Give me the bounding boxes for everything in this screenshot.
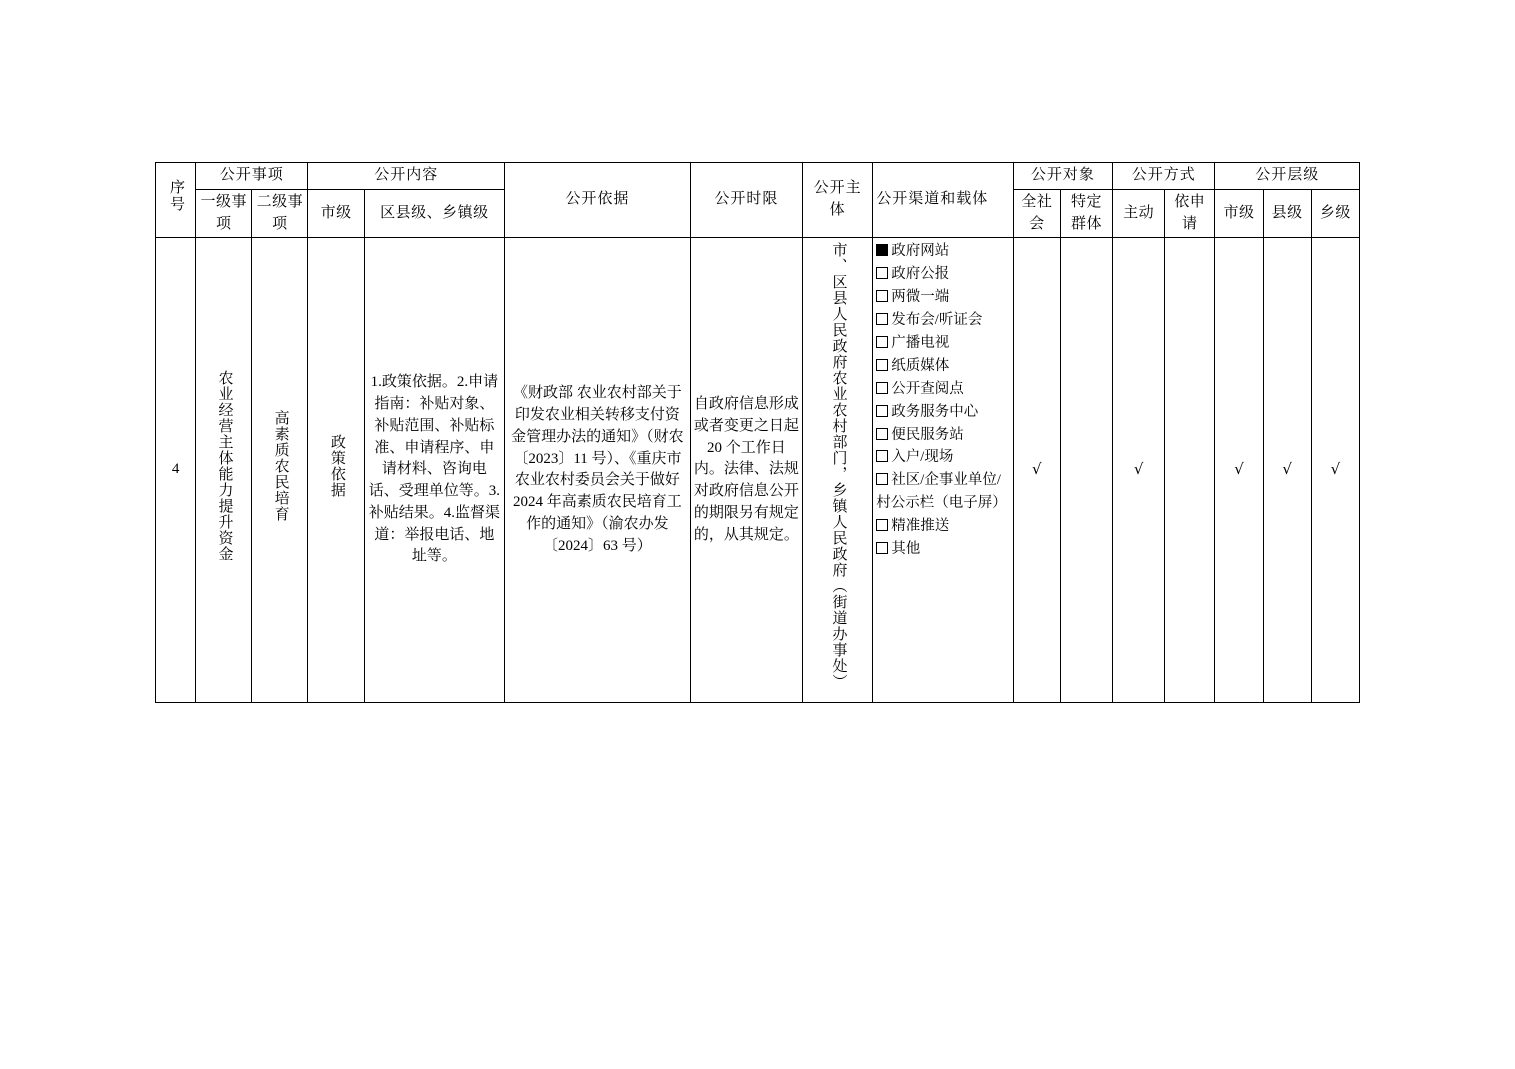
channel-option[interactable]	[876, 240, 1009, 263]
cell-subject	[803, 238, 873, 703]
channel-option-label: 便民服务站	[891, 426, 964, 443]
cell-item-level1-text: 农业经营主体能力提升资金	[216, 370, 233, 563]
header-basis: 公开依据	[505, 163, 691, 238]
channel-option[interactable]	[876, 378, 1009, 401]
channel-option-label: 政务服务中心	[891, 403, 979, 420]
channel-option-label: 社区/企事业单位/村公示栏（电子屏）	[876, 472, 1007, 512]
cell-channels	[873, 238, 1013, 703]
channel-option-label: 广播电视	[891, 334, 950, 351]
checkbox-icon[interactable]	[876, 428, 888, 440]
header-public-item: 公开事项	[196, 163, 308, 190]
channel-option[interactable]	[876, 446, 1009, 469]
checkbox-checked-icon[interactable]	[876, 244, 888, 256]
channel-option[interactable]	[876, 515, 1009, 538]
header-channel: 公开渠道和载体	[873, 163, 1013, 238]
channel-option[interactable]	[876, 538, 1009, 561]
header-deadline: 公开时限	[690, 163, 802, 238]
table-row	[156, 238, 1360, 703]
header-item-level2: 二级事项	[252, 189, 308, 238]
header-seq: 序号	[156, 163, 196, 238]
cell-audience-all: √	[1013, 238, 1060, 703]
channel-option-label: 入户/现场	[891, 449, 954, 466]
checkbox-icon[interactable]	[876, 519, 888, 531]
header-audience-specific: 特定群体	[1060, 189, 1112, 238]
checkbox-icon[interactable]	[876, 542, 888, 554]
cell-method-request	[1165, 238, 1215, 703]
header-method-request: 依申请	[1165, 189, 1215, 238]
checkbox-icon[interactable]	[876, 290, 888, 302]
table-header-row-1	[156, 163, 1360, 190]
header-subject: 公开主体	[803, 163, 873, 238]
cell-content-city	[308, 238, 364, 703]
cell-seq: 4	[156, 238, 196, 703]
channel-option[interactable]	[876, 401, 1009, 424]
channel-option[interactable]	[876, 355, 1009, 378]
channel-option[interactable]	[876, 263, 1009, 286]
header-level-county: 县级	[1263, 189, 1311, 238]
cell-item-level2	[252, 238, 308, 703]
channel-option[interactable]	[876, 424, 1009, 447]
cell-subject-text: 市、区县人民政府农业农村部门，乡镇人民政府（街道办事处）	[830, 242, 847, 691]
cell-content-county: 1.政策依据。2.申请指南：补贴对象、补贴范围、补贴标准、申请程序、申请材料、咨询电话、受理单位等。3.补贴结果。4.监督渠道：举报电话、地址等。	[364, 238, 504, 703]
cell-basis: 《财政部 农业农村部关于印发农业相关转移支付资金管理办法的通知》（财农〔2023〕11 号）、《重庆市农业农村委员会关于做好 2024 年高素质农民培育工作的通知》（渝农办发〔2024〕63 号）	[505, 238, 691, 703]
header-public-content: 公开内容	[308, 163, 505, 190]
channel-option-label: 精准推送	[891, 518, 950, 535]
header-method: 公开方式	[1113, 163, 1215, 190]
channel-option[interactable]	[876, 332, 1009, 355]
header-audience: 公开对象	[1013, 163, 1112, 190]
checkbox-icon[interactable]	[876, 405, 888, 417]
channel-option[interactable]	[876, 469, 1009, 515]
channel-option-label: 政府公报	[891, 266, 950, 283]
channel-option[interactable]	[876, 286, 1009, 309]
channel-option-label: 两微一端	[891, 289, 950, 306]
cell-item-level1	[196, 238, 252, 703]
cell-level-town: √	[1311, 238, 1359, 703]
header-level-town: 乡级	[1311, 189, 1359, 238]
header-content-county: 区县级、乡镇级	[364, 189, 504, 238]
checkbox-icon[interactable]	[876, 336, 888, 348]
header-level: 公开层级	[1215, 163, 1360, 190]
cell-deadline: 自政府信息形成或者变更之日起 20 个工作日内。法律、法规对政府信息公开的期限另有规定的，从其规定。	[690, 238, 802, 703]
header-level-city: 市级	[1215, 189, 1263, 238]
channel-option-label: 发布会/听证会	[891, 311, 983, 328]
channel-option[interactable]	[876, 309, 1009, 332]
checkbox-icon[interactable]	[876, 473, 888, 485]
public-disclosure-table	[155, 162, 1360, 703]
header-item-level1: 一级事项	[196, 189, 252, 238]
cell-method-active: √	[1113, 238, 1165, 703]
channel-option-label: 纸质媒体	[891, 357, 950, 374]
header-audience-all: 全社会	[1013, 189, 1060, 238]
cell-item-level2-text: 高素质农民培育	[272, 410, 289, 523]
channel-checkbox-list	[876, 240, 1009, 561]
header-content-city: 市级	[308, 189, 364, 238]
cell-audience-specific	[1060, 238, 1112, 703]
checkbox-icon[interactable]	[876, 450, 888, 462]
channel-option-label: 其他	[891, 541, 921, 558]
channel-option-label: 公开查阅点	[891, 380, 964, 397]
cell-content-city-text: 政策依据	[328, 434, 345, 499]
cell-level-county: √	[1263, 238, 1311, 703]
checkbox-icon[interactable]	[876, 382, 888, 394]
checkbox-icon[interactable]	[876, 359, 888, 371]
checkbox-icon[interactable]	[876, 267, 888, 279]
header-method-active: 主动	[1113, 189, 1165, 238]
checkbox-icon[interactable]	[876, 313, 888, 325]
channel-option-label: 政府网站	[891, 243, 950, 260]
cell-level-city: √	[1215, 238, 1263, 703]
